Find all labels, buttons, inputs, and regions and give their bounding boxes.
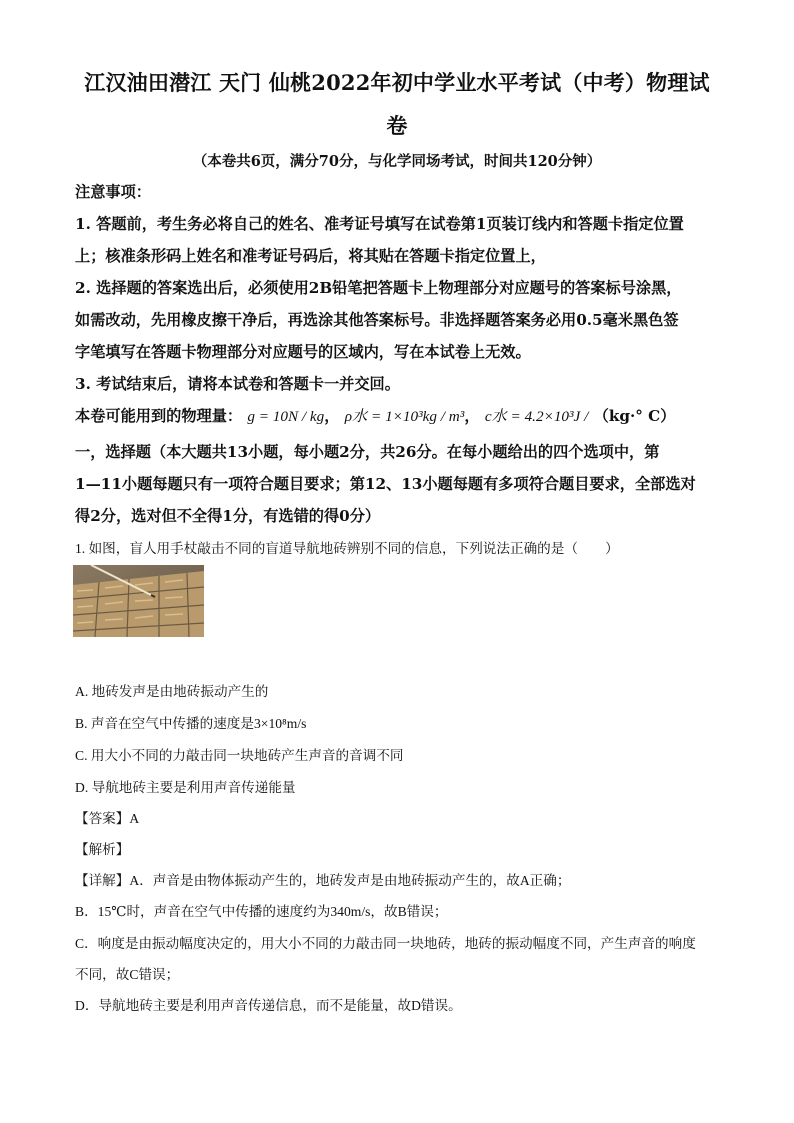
detail-line: 【详解】A．声音是由物体振动产生的，地砖发声是由地砖振动产生的，故A正确； bbox=[75, 873, 571, 888]
detail-line: B．15℃时，声音在空气中传播的速度约为340m/s，故B错误； bbox=[75, 904, 448, 919]
notice-line: 2. 选择题的答案选出后，必须使用2B铅笔把答题卡上物理部分对应题号的答案标号涂黑， bbox=[75, 279, 682, 297]
exam-title-line-2: 卷 bbox=[386, 113, 408, 138]
detail-line: D．导航地砖主要是利用声音传递信息，而不是能量，故D错误。 bbox=[75, 998, 462, 1013]
notice-line: 如需改动，先用橡皮擦干净后，再选涂其他答案标号。非选择题答案务必用0.5毫米黑色签 bbox=[75, 311, 679, 329]
option-d: D. 导航地砖主要是利用声音传递能量 bbox=[75, 780, 296, 795]
notice-line: 字笔填写在答题卡物理部分对应题号的区域内，写在本试卷上无效。 bbox=[75, 343, 531, 361]
section-heading-line: 一，选择题（本大题共13小题，每小题2分，共26分。在每小题给出的四个选项中，第 bbox=[75, 443, 660, 461]
notice-line: 3. 考试结束后，请将本试卷和答题卡一并交回。 bbox=[75, 375, 400, 393]
option-b: B. 声音在空气中传播的速度是3×10⁸m/s bbox=[75, 716, 307, 731]
option-c: C. 用大小不同的力敲击同一块地砖产生声音的音调不同 bbox=[75, 748, 404, 763]
tactile-paving-illustration bbox=[73, 565, 204, 637]
analysis-label: 【解析】 bbox=[75, 842, 130, 857]
constant-c-unit: （kg·° C） bbox=[593, 407, 676, 425]
constants-label: 本卷可能用到的物理量： bbox=[75, 407, 243, 425]
detail-line: 不同，故C错误； bbox=[75, 967, 180, 982]
tactile-paving-photo bbox=[73, 565, 204, 637]
constant-g: g = 10N / kg bbox=[247, 408, 325, 425]
constant-c: c水 = 4.2×10³J / bbox=[484, 408, 589, 425]
option-a: A. 地砖发声是由地砖振动产生的 bbox=[75, 684, 269, 699]
answer-line: 【答案】A bbox=[75, 811, 140, 826]
notice-line: 1. 答题前，考生务必将自己的姓名、准考证号填写在试卷第1页装订线内和答题卡指定位置 bbox=[75, 215, 684, 233]
notice-heading: 注意事项： bbox=[75, 183, 151, 201]
section-heading-line: 1—11小题每题只有一项符合题目要求；第12、13小题每题有多项符合题目要求，全部选对 bbox=[75, 475, 696, 493]
section-heading-line: 得2分，选对但不全得1分，有选错的得0分） bbox=[75, 507, 381, 525]
question-1-stem: 1. 如图，盲人用手杖敲击不同的盲道导航地砖辨别不同的信息，下列说法正确的是（ ） bbox=[75, 541, 619, 556]
constant-rho: ρ水 = 1×10³kg / m³ bbox=[344, 408, 465, 425]
constants-line: 本卷可能用到的物理量： g = 10N / kg， ρ水 = 1×10³kg / m³， c水 = 4.2×10³J / （kg·° C） bbox=[75, 407, 676, 425]
notice-line: 上；核准条形码上姓名和准考证号码后，将其贴在答题卡指定位置上， bbox=[75, 247, 546, 265]
exam-title-line-1: 江汉油田潜江 天门 仙桃2022年初中学业水平考试（中考）物理试 bbox=[84, 70, 710, 95]
exam-subtitle: （本卷共6页，满分70分，与化学同场考试，时间共120分钟） bbox=[192, 153, 602, 170]
detail-line: C．响度是由振动幅度决定的，用大小不同的力敲击同一块地砖，地砖的振动幅度不同，产生声音的响度 bbox=[75, 936, 696, 951]
